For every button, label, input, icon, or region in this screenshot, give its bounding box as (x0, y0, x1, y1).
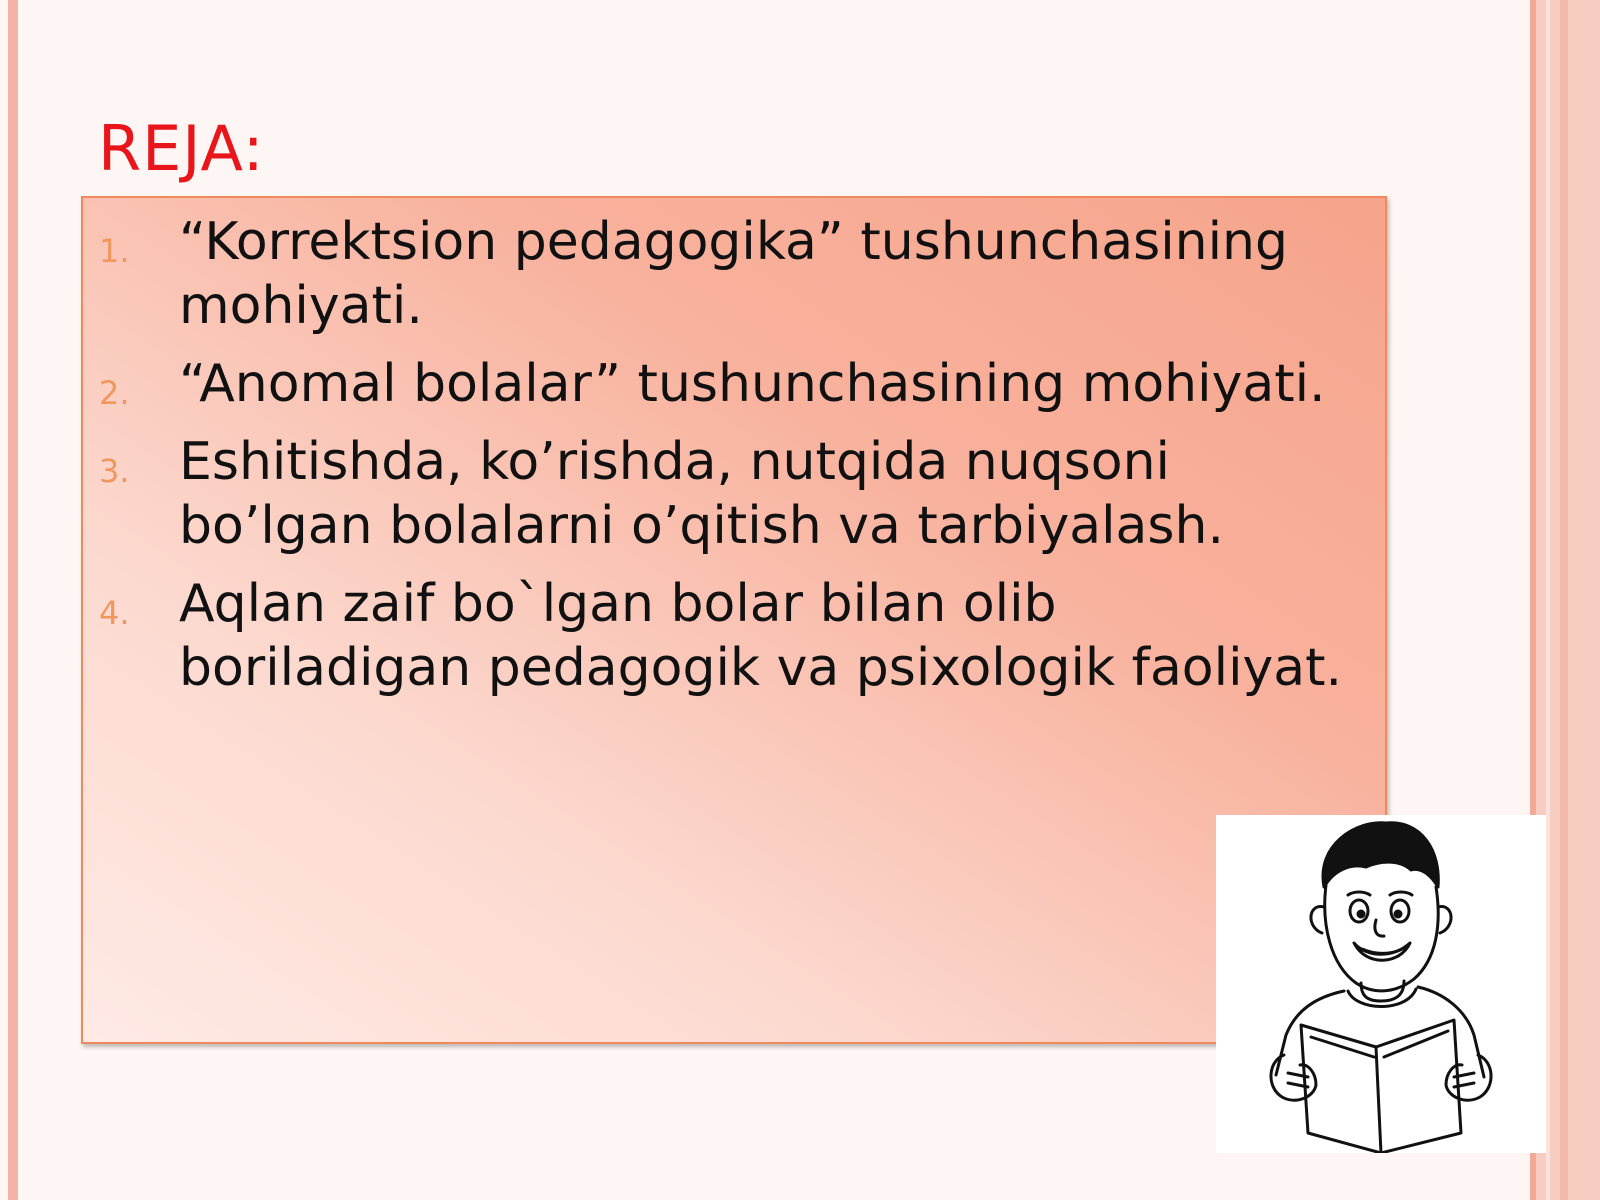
list-item-text: Eshitishda, ko’rishda, nutqida nuqsoni bo’lgan bolalarni o’qitish va tarbiyalash. (179, 432, 1225, 556)
list-item-text: “Anomal bolalar” tushunchasining mohiyati. (179, 354, 1326, 414)
list-item-text: “Korrektsion pedagogika” tushunchasining mohiyati. (179, 212, 1289, 336)
plan-list (83, 210, 1385, 714)
boy-reading-book-icon (1216, 815, 1546, 1153)
list-item (83, 352, 1385, 416)
content-box (81, 196, 1387, 1044)
list-item (83, 430, 1385, 558)
list-item-text: Aqlan zaif bo`lgan bolar bilan olib boriladigan pedagogik va psixologik faoliyat. (179, 574, 1343, 698)
list-item-number: 2. (99, 374, 130, 412)
list-item-number: 1. (99, 232, 130, 270)
left-border-decoration (8, 0, 18, 1200)
list-item-number: 3. (99, 452, 130, 490)
slide-title: REJA: (98, 112, 265, 185)
list-item-number: 4. (99, 594, 130, 632)
list-item (83, 572, 1385, 700)
list-item (83, 210, 1385, 338)
